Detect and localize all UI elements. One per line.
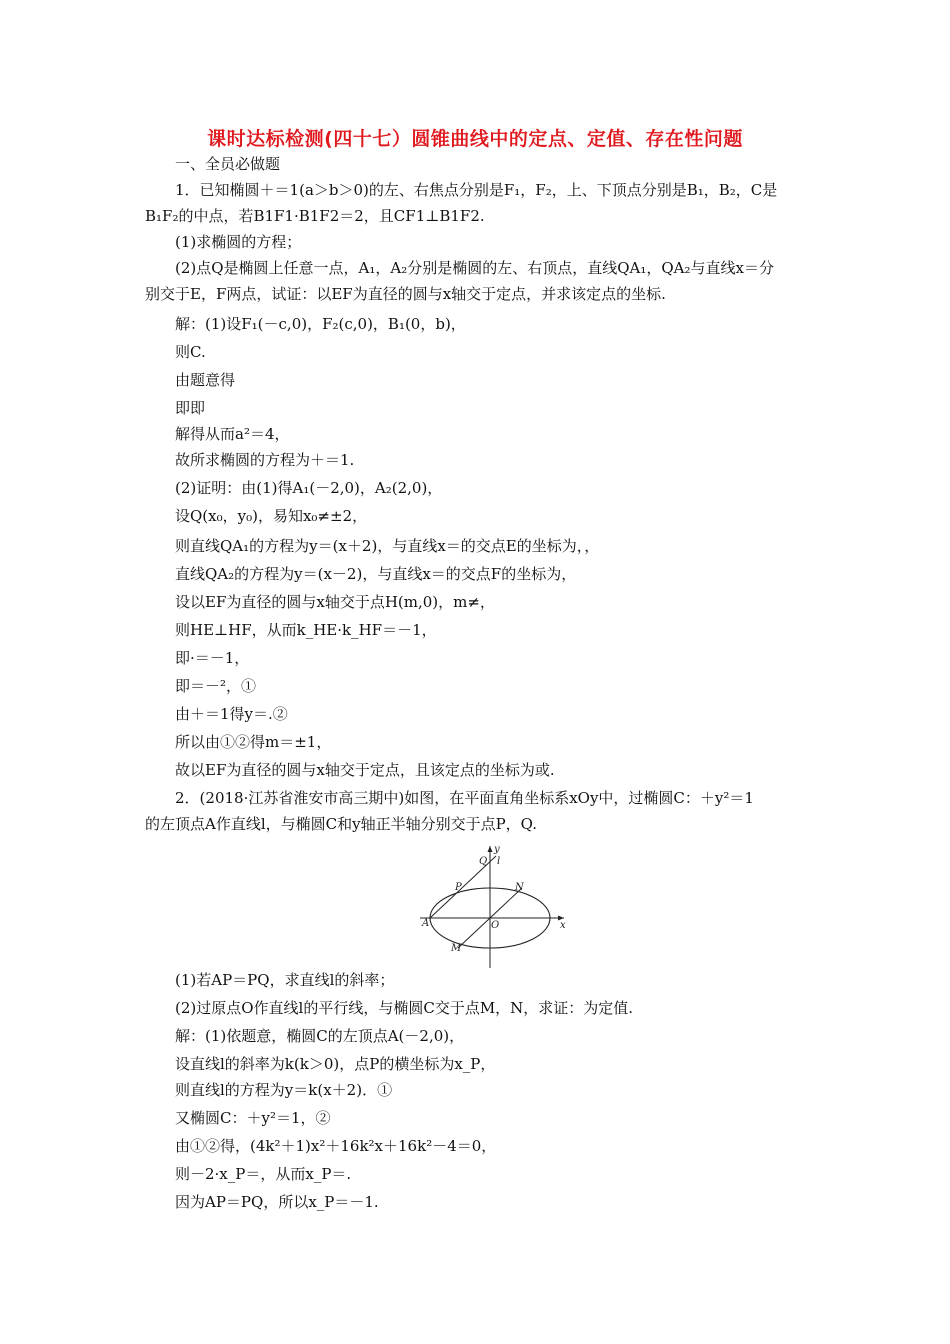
problem-2-line: 2．(2018·江苏省淮安市高三期中)如图，在平面直角坐标系xOy中，过椭圆C：＋y²＝1 [175, 789, 754, 807]
problem-1-line: B₁F₂的中点，若B1F1·B1F2＝2，且CF1⊥B1F2. [145, 207, 485, 225]
label-x: x [560, 920, 566, 931]
solution-line: 故所求椭圆的方程为＋＝1. [175, 451, 355, 469]
problem-1-part-1: (1)求椭圆的方程； [175, 233, 302, 251]
solution-line: (2)证明：由(1)得A₁(－2,0)，A₂(2,0)， [175, 479, 443, 497]
solution-line: 解得从而a²＝4， [175, 425, 290, 443]
label-o: O [491, 920, 500, 931]
ellipse-figure [418, 844, 568, 970]
label-m: M [451, 943, 462, 954]
label-y: y [494, 844, 500, 855]
solution-line: 设以EF为直径的圆与x轴交于点H(m,0)，m≠， [175, 593, 495, 611]
solution-line: 即＝－²，① [175, 677, 257, 695]
solution-line: 解：(1)设F₁(－c,0)，F₂(c,0)，B₁(0，b)， [175, 315, 466, 333]
solution-line: 设直线l的斜率为k(k＞0)，点P的横坐标为x_P， [175, 1055, 496, 1073]
solution-line: 由①②得，(4k²＋1)x²＋16k²x＋16k²－4＝0， [175, 1137, 497, 1155]
solution-line: 故以EF为直径的圆与x轴交于定点，且该定点的坐标为或. [175, 761, 555, 779]
label-p: P [455, 882, 462, 893]
solution-line: 又椭圆C：＋y²＝1，② [175, 1109, 331, 1127]
problem-1-part-2: 别交于E，F两点，试证：以EF为直径的圆与x轴交于定点，并求该定点的坐标. [145, 285, 666, 303]
solution-line: 由题意得 [175, 371, 236, 389]
section-heading: 一、全员必做题 [175, 155, 281, 173]
problem-2-part-1: (1)若AP＝PQ，求直线l的斜率； [175, 971, 395, 989]
label-a: A [422, 918, 430, 929]
solution-line: 则C. [175, 343, 206, 361]
problem-2-line: 的左顶点A作直线l，与椭圆C和y轴正半轴分别交于点P，Q. [145, 815, 537, 833]
solution-line: 设Q(x₀，y₀)，易知x₀≠±2， [175, 507, 368, 525]
solution-line: 所以由①②得m＝±1， [175, 733, 332, 751]
y-axis-arrow-icon [488, 846, 493, 852]
solution-line: 直线QA₂的方程为y＝(x－2)，与直线x＝的交点F的坐标为， [175, 565, 577, 583]
solution-line: 由＋＝1得y＝.② [175, 705, 288, 723]
label-l: l [497, 856, 501, 867]
solution-line: 因为AP＝PQ，所以x_P＝－1. [175, 1193, 379, 1211]
page-title: 课时达标检测(四十七）圆锥曲线中的定点、定值、存在性问题 [207, 128, 743, 150]
label-n: N [515, 882, 524, 893]
solution-line: 解：(1)依题意，椭圆C的左顶点A(－2,0)， [175, 1027, 465, 1045]
label-q: Q [479, 856, 488, 867]
solution-line: 则直线QA₁的方程为y＝(x＋2)，与直线x＝的交点E的坐标为，， [175, 537, 600, 555]
problem-1-line: 1．已知椭圆＋＝1(a＞b＞0)的左、右焦点分别是F₁，F₂，上、下顶点分别是B₁，B₂，C是 [175, 181, 778, 199]
problem-1-part-2: (2)点Q是椭圆上任意一点，A₁，A₂分别是椭圆的左、右顶点，直线QA₁，QA₂与直线x＝分 [175, 259, 774, 277]
solution-line: 即即 [175, 399, 206, 417]
solution-line: 即·＝－1， [175, 649, 250, 667]
solution-line: 则HE⊥HF，从而k_HE·k_HF＝－1， [175, 621, 437, 639]
problem-2-part-2: (2)过原点O作直线l的平行线，与椭圆C交于点M，N，求证：为定值. [175, 999, 634, 1017]
ellipse-diagram [418, 844, 568, 970]
solution-line: 则－2·x_P＝，从而x_P＝. [175, 1165, 352, 1183]
solution-line: 则直线l的方程为y＝k(x＋2)．① [175, 1081, 393, 1099]
